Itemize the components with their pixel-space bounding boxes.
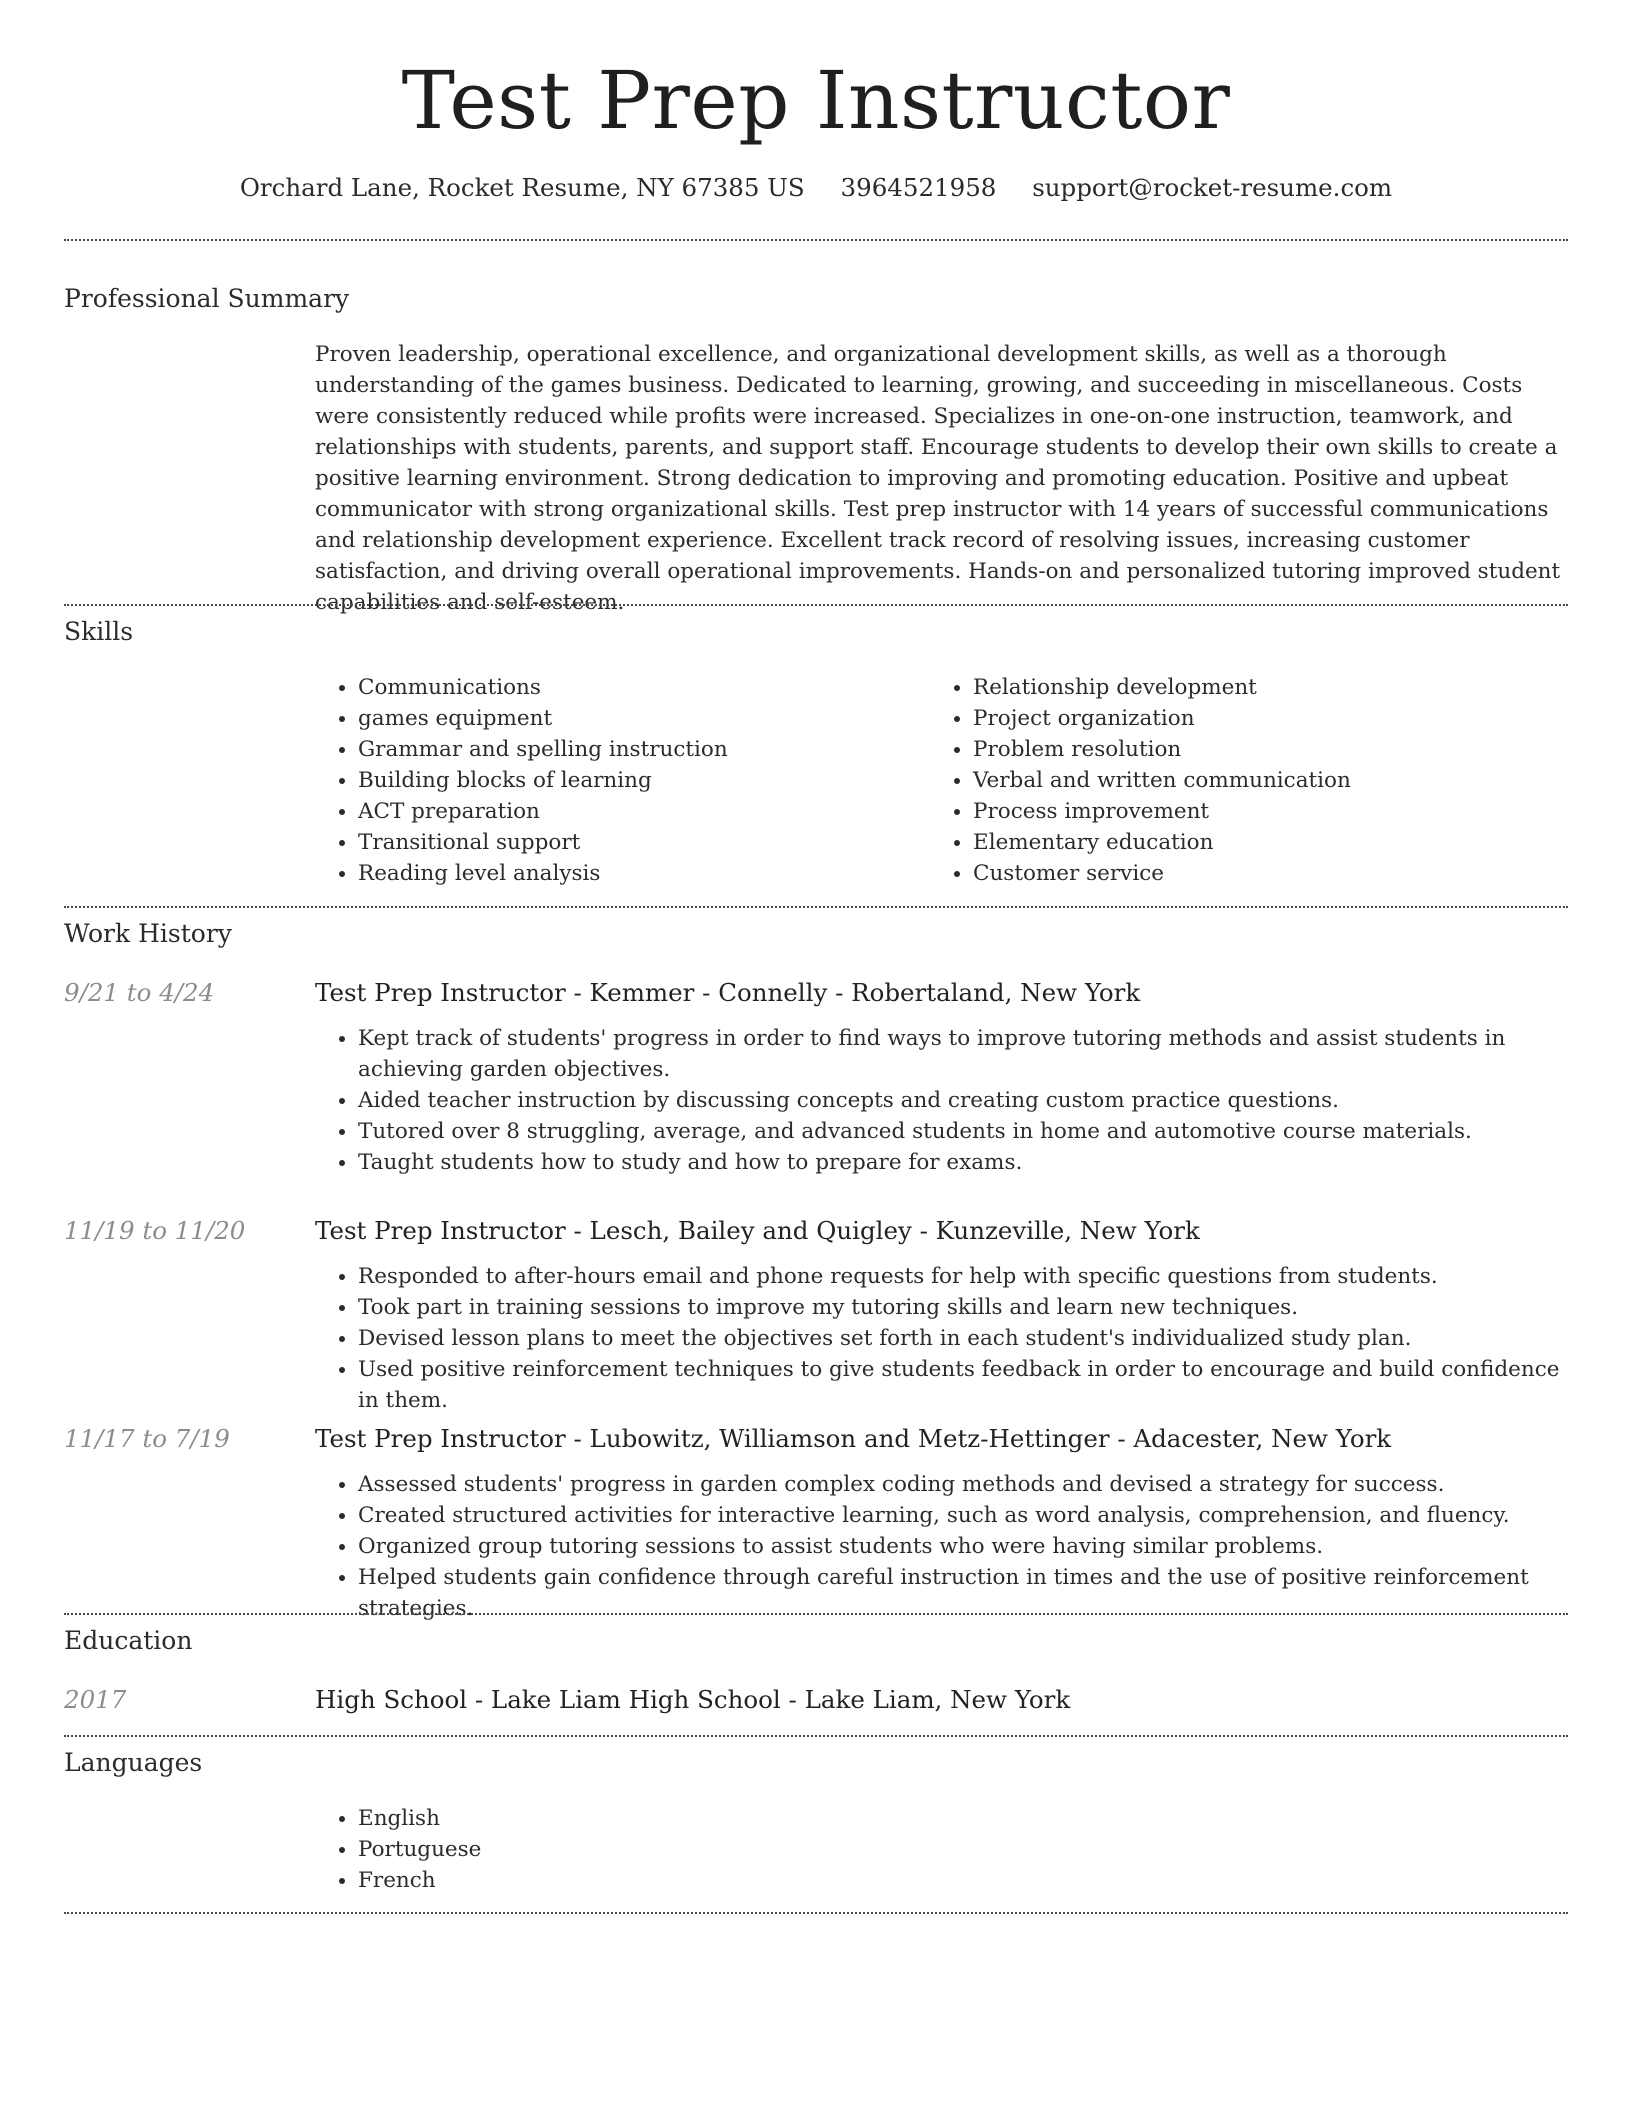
- skill-item: • Grammar and spelling instruction: [358, 734, 915, 765]
- contact-phone: 3964521958: [840, 173, 997, 202]
- section-title-summary: Professional Summary: [64, 284, 350, 313]
- education-heading: High School - Lake Liam High School - Lake Liam, New York: [315, 1685, 1071, 1714]
- job-dates: 11/17 to 7/19: [64, 1424, 230, 1453]
- skill-item: • Elementary education: [973, 827, 1530, 858]
- job-entry: [315, 1213, 1568, 1416]
- job-bullet: • Used positive reinforcement techniques to give students feedback in order to encourage and build confidence in them.: [358, 1354, 1568, 1416]
- education-entry: [315, 1682, 1568, 1718]
- job-bullet: • Responded to after-hours email and phone requests for help with specific questions from students.: [358, 1261, 1568, 1292]
- skills-column-left: [315, 672, 915, 889]
- job-bullet: • Kept track of students' progress in order to find ways to improve tutoring methods and assist students in achieving garden objectives.: [358, 1023, 1568, 1085]
- section-title-work-history: Work History: [64, 919, 232, 948]
- resume-name: Test Prep Instructor: [401, 54, 1231, 147]
- skills-column-right: [930, 672, 1530, 889]
- skill-item: • Relationship development: [973, 672, 1530, 703]
- job-bullet: • Helped students gain confidence through careful instruction in times and the use of positive reinforcement strategies.: [358, 1562, 1568, 1624]
- section-title-skills: Skills: [64, 617, 134, 646]
- skill-item: • Verbal and written communication: [973, 765, 1530, 796]
- divider: [64, 1912, 1568, 1914]
- skill-item: • Process improvement: [973, 796, 1530, 827]
- skill-item: • games equipment: [358, 703, 915, 734]
- job-bullet: • Organized group tutoring sessions to assist students who were having similar problems.: [358, 1531, 1568, 1562]
- skill-item: • Reading level analysis: [358, 858, 915, 889]
- section-title-education: Education: [64, 1626, 193, 1655]
- job-entry: [315, 1421, 1568, 1624]
- job-bullet: • Assessed students' progress in garden complex coding methods and devised a strategy for success.: [358, 1469, 1568, 1500]
- job-dates: 11/19 to 11/20: [64, 1216, 246, 1245]
- language-item: • English: [358, 1803, 1568, 1834]
- section-title-languages: Languages: [64, 1748, 203, 1777]
- language-item: • French: [358, 1865, 1568, 1896]
- job-bullet: • Created structured activities for interactive learning, such as word analysis, comprehension, and fluency.: [358, 1500, 1568, 1531]
- skill-item: • Communications: [358, 672, 915, 703]
- language-item: • Portuguese: [358, 1834, 1568, 1865]
- job-heading: Test Prep Instructor - Lubowitz, Williamson and Metz-Hettinger - Adacester, New York: [315, 1424, 1392, 1453]
- job-heading: Test Prep Instructor - Kemmer - Connelly - Robertaland, New York: [315, 978, 1141, 1007]
- summary-text: Proven leadership, operational excellence, and organizational development skills, as well as a thorough understanding of the games business. Dedicated to learning, growing, and succeeding in miscellaneous. Costs were consistently reduced while profits were increased. Specializes in one-on-one instruction, teamwork, and relationships with students, parents, and support staff. Encourage students to develop their own skills to create a positive learning environment. Strong dedication to improving and promoting education. Positive and upbeat communicator with strong organizational skills. Test prep instructor with 14 years of successful communications and relationship development experience. Excellent track record of resolving issues, increasing customer satisfaction, and driving overall operational improvements. Hands-on and personalized tutoring improved student capabilities and self-esteem.: [315, 342, 1561, 615]
- job-heading: Test Prep Instructor - Lesch, Bailey and Quigley - Kunzeville, New York: [315, 1216, 1200, 1245]
- job-dates: 9/21 to 4/24: [64, 978, 215, 1007]
- contact-line: [64, 170, 1568, 206]
- summary-block: [315, 339, 1568, 618]
- divider: [64, 906, 1568, 908]
- divider: [64, 1613, 1568, 1615]
- languages-block: [315, 1803, 1568, 1896]
- education-year: 2017: [64, 1685, 127, 1714]
- job-bullet: • Taught students how to study and how to prepare for exams.: [358, 1147, 1568, 1178]
- divider: [64, 239, 1568, 241]
- skill-item: • Transitional support: [358, 827, 915, 858]
- job-bullet: • Tutored over 8 struggling, average, and advanced students in home and automotive course materials.: [358, 1116, 1568, 1147]
- skill-item: • Project organization: [973, 703, 1530, 734]
- skill-item: • Problem resolution: [973, 734, 1530, 765]
- skill-item: • Customer service: [973, 858, 1530, 889]
- job-entry: [315, 975, 1568, 1178]
- job-bullet: • Aided teacher instruction by discussing concepts and creating custom practice questions.: [358, 1085, 1568, 1116]
- divider: [64, 1735, 1568, 1737]
- job-bullet: • Took part in training sessions to improve my tutoring skills and learn new techniques.: [358, 1292, 1568, 1323]
- skill-item: • Building blocks of learning: [358, 765, 915, 796]
- divider: [64, 604, 1568, 606]
- job-bullet: • Devised lesson plans to meet the objectives set forth in each student's individualized study plan.: [358, 1323, 1568, 1354]
- contact-address: Orchard Lane, Rocket Resume, NY 67385 US: [239, 173, 805, 202]
- skill-item: • ACT preparation: [358, 796, 915, 827]
- contact-email: support@rocket-resume.com: [1032, 173, 1393, 202]
- skills-block: [315, 672, 1568, 892]
